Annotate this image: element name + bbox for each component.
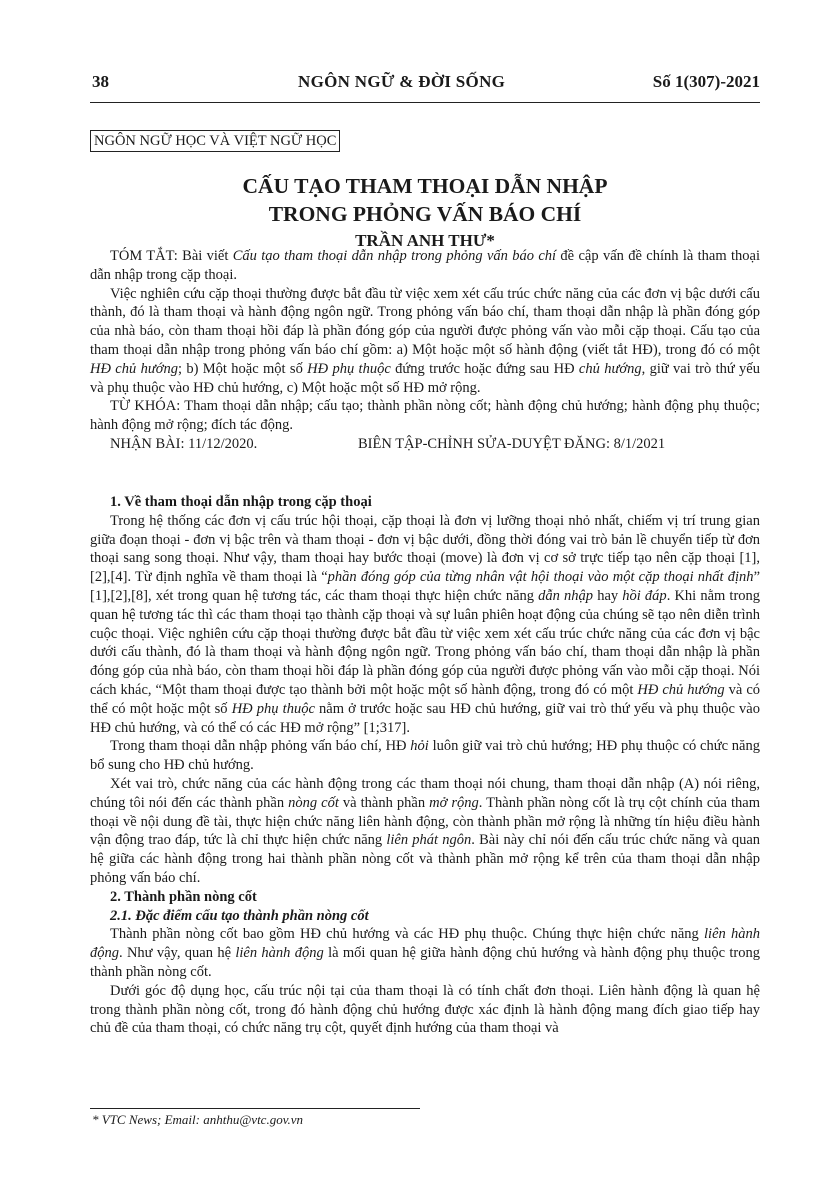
footnote-rule (90, 1108, 420, 1109)
heading-section-2: 2. Thành phần nòng cốt (110, 888, 257, 905)
page-number: 38 (92, 72, 109, 91)
journal-name: NGÔN NGỮ & ĐỜI SỐNG (298, 72, 506, 91)
heading-section-1: 1. Về tham thoại dẫn nhập trong cặp thoại (110, 494, 372, 510)
edited-date: BIÊN TẬP-CHỈNH SỬA-DUYỆT ĐĂNG: 8/1/2021 (358, 435, 666, 452)
keywords: TỪ KHÓA: Tham thoại dẫn nhập; cấu tạo; thành phần nòng cốt; hành động chủ hướng; hành động phụ thuộc; hành động mở rộng; đích tác động. (90, 398, 760, 434)
article-body (90, 493, 760, 1038)
article-title (90, 172, 760, 228)
section-tag: NGÔN NGỮ HỌC VÀ VIỆT NGỮ HỌC (90, 130, 340, 152)
title-line-2: TRONG PHỎNG VẤN BÁO CHÍ (268, 202, 582, 226)
body-paragraph: Xét vai trò, chức năng của các hành động trong các tham thoại nói chung, tham thoại dẫn nhập (A) nói riêng, chúng tôi nói đến các thành phần nòng cốt và thành phần mở rộng. Thành phần nòng cốt là trụ cột chính của tham thoại về nội dung đề tài, thực hiện chức năng liên hành động, còn thành phần mở rộng là những tín hiệu điều hành vận động trao đáp, tức là chỉ thực hiện chức năng liên phát ngôn. Bài này chỉ nói đến cấu trúc chức năng và quan hệ giữa các hành động trong hai thành phần nòng cốt và thành phần mở rộng kể trên của tham thoại dẫn nhập phỏng vấn báo chí. (90, 775, 761, 886)
received-date: NHẬN BÀI: 11/12/2020. (110, 435, 258, 452)
title-line-1: CẤU TẠO THAM THOẠI DẪN NHẬP (242, 174, 608, 198)
body-paragraph: Thành phần nòng cốt bao gồm HĐ chủ hướng và các HĐ phụ thuộc. Chúng thực hiện chức năng liên hành động. Như vậy, quan hệ liên hành động là mối quan hệ giữa hành động chủ hướng và hành động phụ thuộc trong thành phần nòng cốt. (90, 926, 761, 980)
article-dates (90, 435, 760, 454)
body-paragraph: Trong hệ thống các đơn vị cấu trúc hội thoại, cặp thoại là đơn vị lưỡng thoại nhỏ nhất, chiếm vị trí trung gian giữa đoạn thoại - đơn vị bậc trên và tham thoại - đơn vị bậc dưới, đồng thời đóng vai trò bản lề chuyển tiếp từ đơn thoại sang song thoại. Như vậy, tham thoại hay bước thoại (move) là đơn vị cơ sở trực tiếp tạo nên cặp thoại [1],[2],[4]. Từ định nghĩa về tham thoại là “phần đóng góp của từng nhân vật hội thoại vào một cặp thoại nhất định” [1],[2],[8], xét trong quan hệ tương tác, các tham thoại thực hiện chức năng dẫn nhập hay hồi đáp. Khi nằm trong quan hệ tương tác thì các tham thoại tạo thành cặp thoại và sự luân phiên hoạt động của chúng sẽ tạo nên diễn trình cuộc thoại. Việc nghiên cứu cặp thoại thường được bắt đầu từ việc xem xét cấu trúc chức năng của các đơn vị bậc dưới cấu thành, đó là tham thoại và hành động ngôn ngữ. Trong phỏng vấn báo chí, tham thoại dẫn nhập là phần đóng góp của nhà báo, còn tham thoại hồi đáp là phần đóng góp của người được phỏng vấn vào mỗi cặp thoại. Nói cách khác, “Một tham thoại được tạo thành bởi một hoặc một số hành động, trong đó có một HĐ chủ hướng và có thể có một hoặc một số HĐ phụ thuộc nằm ở trước hoặc sau HĐ chủ hướng, giữ vai trò thứ yếu và phụ thuộc vào HĐ chủ hướng, và có thể có các HĐ mở rộng” [1;317]. (90, 512, 761, 736)
running-header (90, 72, 760, 102)
header-rule (90, 102, 760, 103)
issue-number: Số 1(307)-2021 (652, 72, 760, 91)
body-paragraph: Dưới góc độ dụng học, cấu trúc nội tại của tham thoại là có tính chất đơn thoại. Liên hành động là quan hệ trong thành phần nòng cốt, trong đó hành động chủ hướng được xác định là hành động mang đích giao tiếp hay chủ đề của tham thoại, có chức năng trụ cột, quyết định hướng của tham thoại và (90, 982, 760, 1037)
body-paragraph: Trong tham thoại dẫn nhập phỏng vấn báo chí, HĐ hỏi luôn giữ vai trò chủ hướng; HĐ phụ thuộc có chức năng bổ sung cho HĐ chủ hướng. (90, 738, 760, 774)
footnote: * VTC News; Email: anhthu@vtc.gov.vn (92, 1112, 304, 1127)
abstract-block (90, 247, 760, 454)
abstract-paragraph: Việc nghiên cứu cặp thoại thường được bắt đầu từ việc xem xét cấu trúc chức năng của các đơn vị bậc dưới cấu thành, đó là tham thoại và hành động ngôn ngữ. Trong phỏng vấn báo chí, tham thoại dẫn nhập là phần đóng góp của nhà báo, còn tham thoại hồi đáp là phần đóng góp của người được phỏng vấn vào mỗi cặp thoại. Cấu tạo của tham thoại dẫn nhập trong phỏng vấn báo chí gồm: a) Một hoặc một số hành động (viết tắt HĐ), trong đó có một HĐ chủ hướng; b) Một hoặc một số HĐ phụ thuộc đứng trước hoặc đứng sau HĐ chủ hướng, giữ vai trò thứ yếu và phụ thuộc vào HĐ chủ hướng, c) Một hoặc một số HĐ mở rộng. (90, 285, 760, 396)
heading-section-2-1: 2.1. Đặc điểm cấu tạo thành phần nòng cốt (110, 907, 369, 924)
author-name: TRẦN ANH THƯ* (355, 231, 495, 250)
abstract-summary: TÓM TẮT: Bài viết Cấu tạo tham thoại dẫn nhập trong phỏng vấn báo chí đề cập vấn đề chính là tham thoại dẫn nhập trong cặp thoại. (90, 248, 760, 283)
